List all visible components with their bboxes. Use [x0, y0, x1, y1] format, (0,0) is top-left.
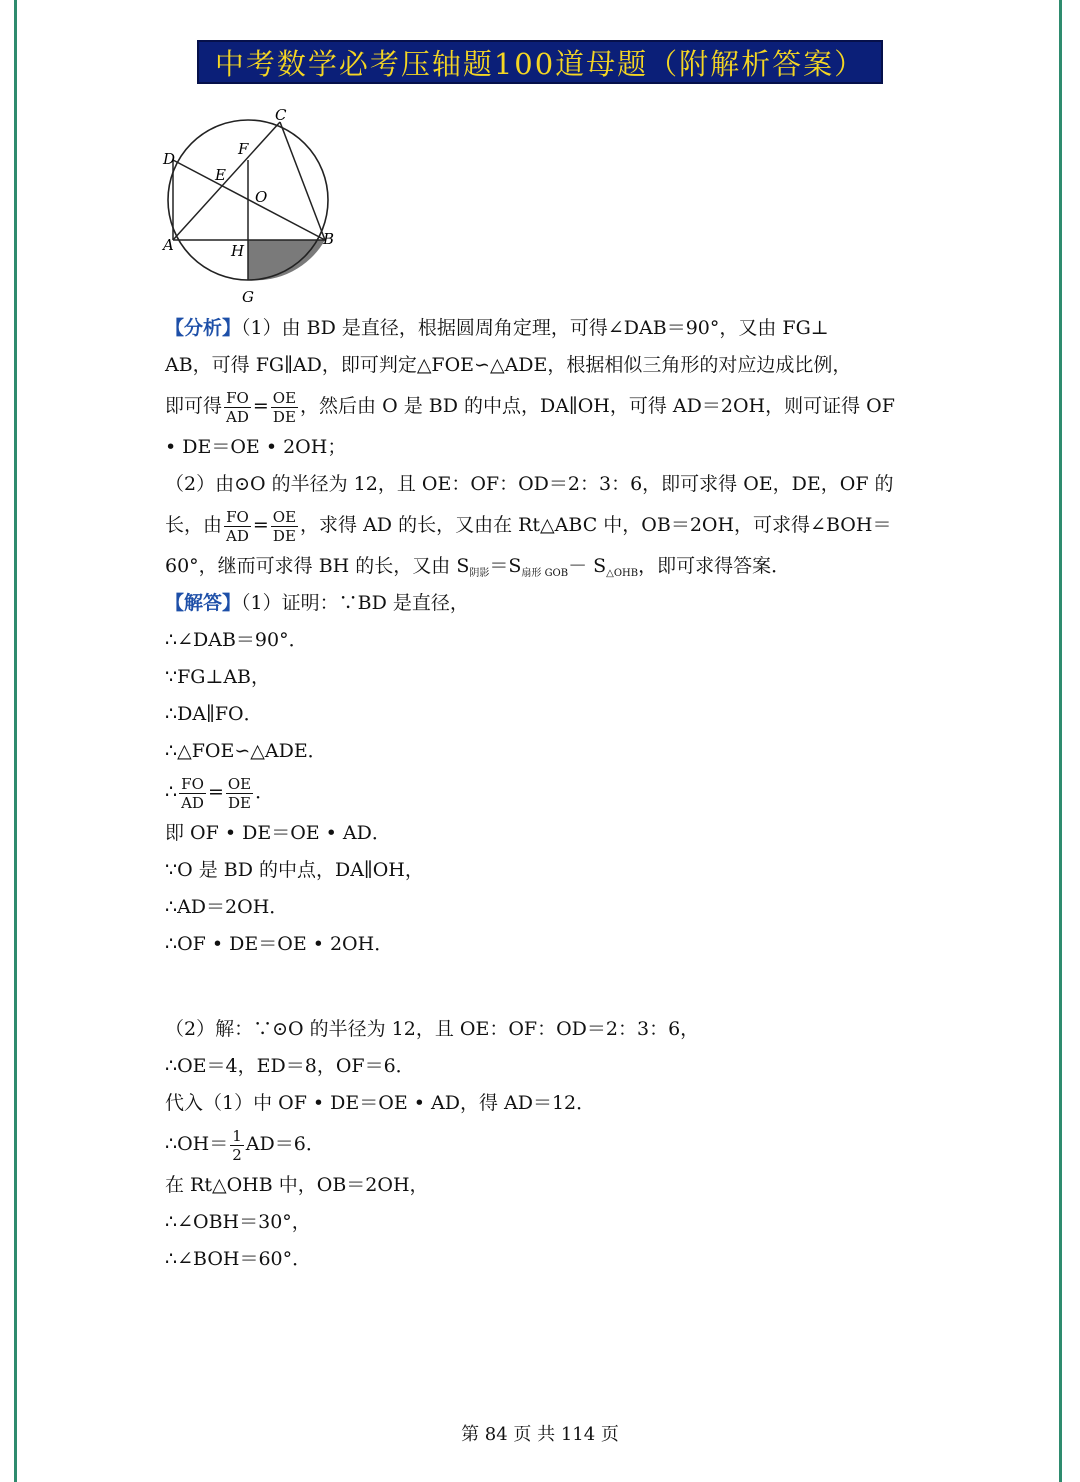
analysis-line-6 [165, 503, 935, 548]
geometry-figure [155, 100, 355, 310]
analysis-text-6a: 长，由 [165, 514, 223, 536]
label-b: B [323, 230, 335, 248]
answer-line-5: ∴△FOE∽△ADE． [165, 740, 327, 762]
answer-line-17: ∴∠BOH＝60°． [165, 1248, 312, 1270]
fraction-oe-de [226, 775, 253, 812]
answer-text-6a: ∴ [165, 781, 178, 803]
segment-bc [280, 122, 325, 240]
fraction-eq: = [207, 781, 224, 803]
fraction-den: 2 [232, 1145, 242, 1164]
answer-line-13: 代入（1）中 OF • DE＝OE • AD，得 AD＝12． [165, 1092, 596, 1114]
fraction-num: 1 [232, 1126, 242, 1145]
answer-line-3: ∵FG⊥AB， [165, 666, 271, 688]
answer-line-15: 在 Rt△OHB 中，OB＝2OH， [165, 1174, 429, 1196]
answer-line-9: ∴AD＝2OH． [165, 896, 289, 918]
label-g: G [242, 288, 254, 306]
fraction-fo-ad [224, 389, 251, 426]
title-banner [197, 40, 883, 84]
analysis-text-7a: 60°，继而可求得 BH 的长，又由 S [165, 555, 470, 577]
solution-text [165, 310, 935, 1278]
label-h: H [231, 242, 245, 260]
subscript-sector: 扇形 GOB [521, 568, 569, 579]
fraction-eq: = [252, 395, 269, 417]
analysis-text-6b: ，求得 AD 的长，又由在 Rt△ABC 中，OB＝2OH，可求得∠BOH＝ [300, 514, 892, 536]
analysis-text-7b: ＝S [489, 555, 522, 577]
answer-line-7: 即 OF • DE＝OE • AD． [165, 822, 391, 844]
label-e: E [215, 166, 226, 184]
analysis-line-7 [165, 548, 935, 585]
answer-line-16: ∴∠OBH＝30°， [165, 1211, 311, 1233]
analysis-text-7d: ，即可求得答案． [638, 555, 791, 577]
answer-line-4: ∴DA∥FO． [165, 703, 263, 725]
analysis-line-3 [165, 384, 935, 429]
segment-bd [173, 160, 325, 240]
subscript-shadow: 阴影 [469, 568, 490, 579]
fraction-num: OE [227, 774, 252, 793]
analysis-line-1 [165, 310, 935, 347]
fraction-den: DE [272, 407, 296, 426]
fraction-eq: = [252, 514, 269, 536]
answer-line-2: ∴∠DAB＝90°． [165, 629, 308, 651]
label-c: C [275, 106, 287, 124]
fraction-den: AD [226, 526, 249, 545]
label-a: A [163, 236, 174, 254]
answer-line-11: （2）解：∵⊙O 的半径为 12，且 OE：OF：OD＝2：3：6， [165, 1018, 700, 1040]
analysis-line-2: AB，可得 FG∥AD，即可判定△FOE∽△ADE，根据相似三角形的对应边成比例， [165, 354, 852, 376]
fraction-den: DE [272, 526, 296, 545]
analysis-text-7c: － S [568, 555, 607, 577]
analysis-line-4: • DE＝OE • 2OH； [165, 436, 347, 458]
label-f: F [238, 140, 249, 158]
fraction-fo-ad [179, 775, 206, 812]
answer-line-10: ∴OF • DE＝OE • 2OH． [165, 933, 394, 955]
subscript-triangle: △OHB [606, 568, 639, 579]
answer-tag: 【解答】 [165, 592, 242, 614]
analysis-text-3b: ，然后由 O 是 BD 的中点，DA∥OH，可得 AD＝2OH，则可证得 OF [300, 395, 895, 417]
label-o: O [255, 188, 268, 206]
analysis-text-3a: 即可得 [165, 395, 223, 417]
fraction-fo-ad [224, 508, 251, 545]
answer-text-6b: ． [255, 781, 275, 803]
page-footer: 第 84 页 共 114 页 [461, 1424, 619, 1445]
fraction-oe-de [271, 508, 298, 545]
fraction-den: AD [226, 407, 249, 426]
answer-text-1: （1）证明：∵BD 是直径， [241, 592, 469, 614]
fraction-num: OE [272, 388, 297, 407]
answer-line-6 [165, 770, 935, 815]
analysis-line-5: （2）由⊙O 的半径为 12，且 OE：OF：OD＝2：3：6，即可求得 OE，DE，OF 的 [165, 473, 894, 495]
fraction-one-half [230, 1127, 244, 1164]
answer-line-1 [165, 585, 935, 622]
label-d: D [163, 150, 176, 168]
analysis-text-1: （1）由 BD 是直径，根据圆周角定理，可得∠DAB＝90°，又由 FG⊥ [241, 317, 829, 339]
answer-text-14a: ∴OH＝ [165, 1133, 229, 1155]
fraction-oe-de [271, 389, 298, 426]
fraction-num: FO [224, 389, 251, 408]
answer-line-12: ∴OE＝4，ED＝8，OF＝6． [165, 1055, 415, 1077]
answer-line-8: ∵O 是 BD 的中点，DA∥OH， [165, 859, 424, 881]
fraction-den: AD [181, 793, 204, 812]
answer-line-14 [165, 1122, 935, 1167]
fraction-num: FO [224, 508, 251, 527]
fraction-num: FO [179, 775, 206, 794]
page-title: 中考数学必考压轴题100道母题（附解析答案） [214, 46, 866, 81]
fraction-num: OE [272, 507, 297, 526]
analysis-tag: 【分析】 [165, 317, 242, 339]
answer-text-14b: AD＝6． [245, 1133, 325, 1155]
segment-ac [173, 122, 280, 240]
fraction-den: DE [228, 793, 251, 812]
